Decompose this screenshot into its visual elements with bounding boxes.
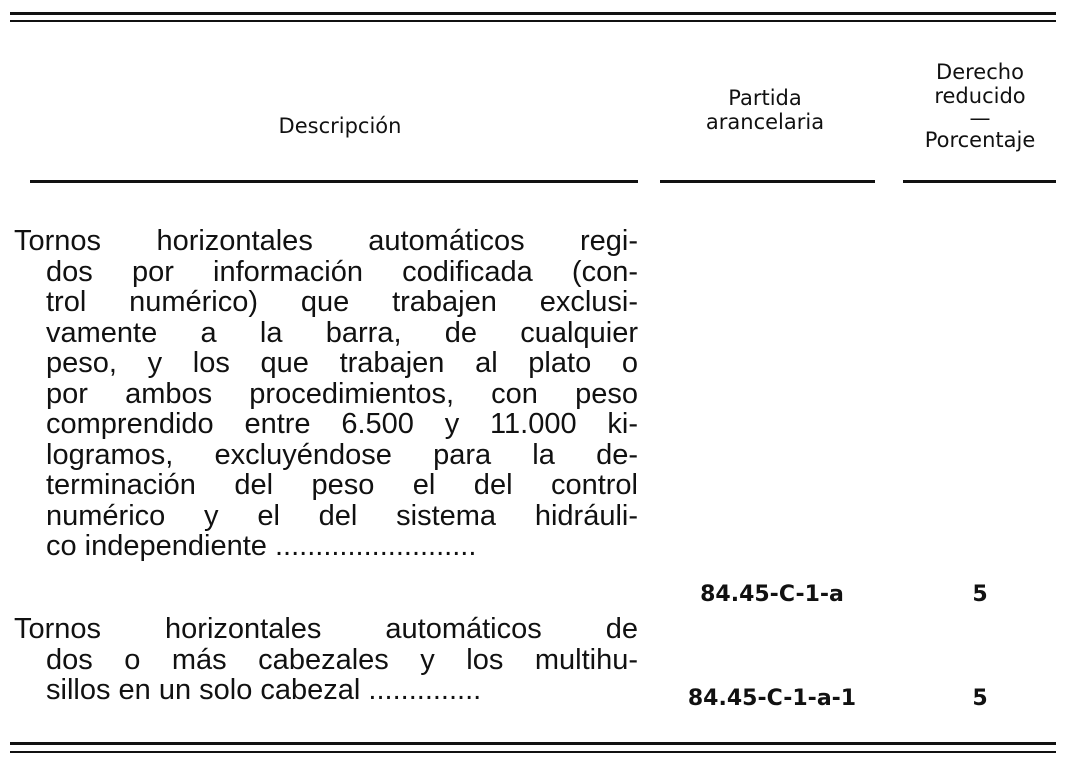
top-rule-thick — [10, 12, 1056, 15]
header-duty-line1: Derecho — [936, 60, 1024, 84]
bottom-rule-thin — [10, 751, 1056, 753]
header-tariff-line1: Partida — [728, 86, 802, 110]
row-2-tariff: 84.45-C-1-a-1 — [687, 686, 857, 711]
header-duty-line4: Porcentaje — [924, 128, 1036, 152]
row-2-line-1: Tornos horizontales automáticos de — [14, 613, 638, 645]
row-1-line-8: logramos, excluyéndose para la de- — [46, 438, 638, 471]
row-1-line-11: co independiente ......................... — [46, 530, 477, 562]
row-2-line-3: sillos en un solo cabezal .............. — [46, 674, 482, 706]
header-duty-line2: reducido — [934, 84, 1026, 108]
header-duty-line3: — — [969, 106, 991, 130]
row-2-description — [14, 614, 638, 706]
row-1-description — [14, 226, 638, 562]
row-1-line-5: peso, y los que trabajen al plato o — [46, 347, 638, 379]
row-1-line-2: dos por información codificada (con- — [46, 255, 638, 288]
row-1-tariff: 84.45-C-1-a — [700, 582, 844, 607]
row-1-line-7: comprendido entre 6.500 y 11.000 ki- — [46, 408, 638, 440]
row-1-line-9: terminación del peso el del control — [46, 469, 638, 501]
header-rule-duty — [903, 180, 1056, 183]
row-1-line-10: numérico y el del sistema hidráuli- — [46, 499, 638, 532]
header-rule-description — [30, 180, 638, 183]
row-2-line-2: dos o más cabezales y los multihu- — [46, 643, 638, 676]
row-2-duty: 5 — [972, 686, 988, 711]
header-tariff — [660, 86, 870, 134]
header-duty — [900, 60, 1060, 152]
row-1-line-4: vamente a la barra, de cualquier — [46, 316, 638, 349]
header-description — [100, 114, 580, 138]
top-rule-thin — [10, 20, 1056, 22]
bottom-rule-thick — [10, 742, 1056, 745]
header-tariff-line2: arancelaria — [705, 110, 825, 134]
header-rule-tariff — [660, 180, 875, 183]
row-1-duty: 5 — [972, 582, 988, 607]
header-description-text: Descripción — [278, 114, 402, 138]
row-1-line-1: Tornos horizontales automáticos regi- — [14, 225, 638, 257]
row-1-line-6: por ambos procedimientos, con peso — [46, 377, 638, 410]
row-1-line-3: trol numérico) que trabajen exclusi- — [46, 286, 638, 318]
